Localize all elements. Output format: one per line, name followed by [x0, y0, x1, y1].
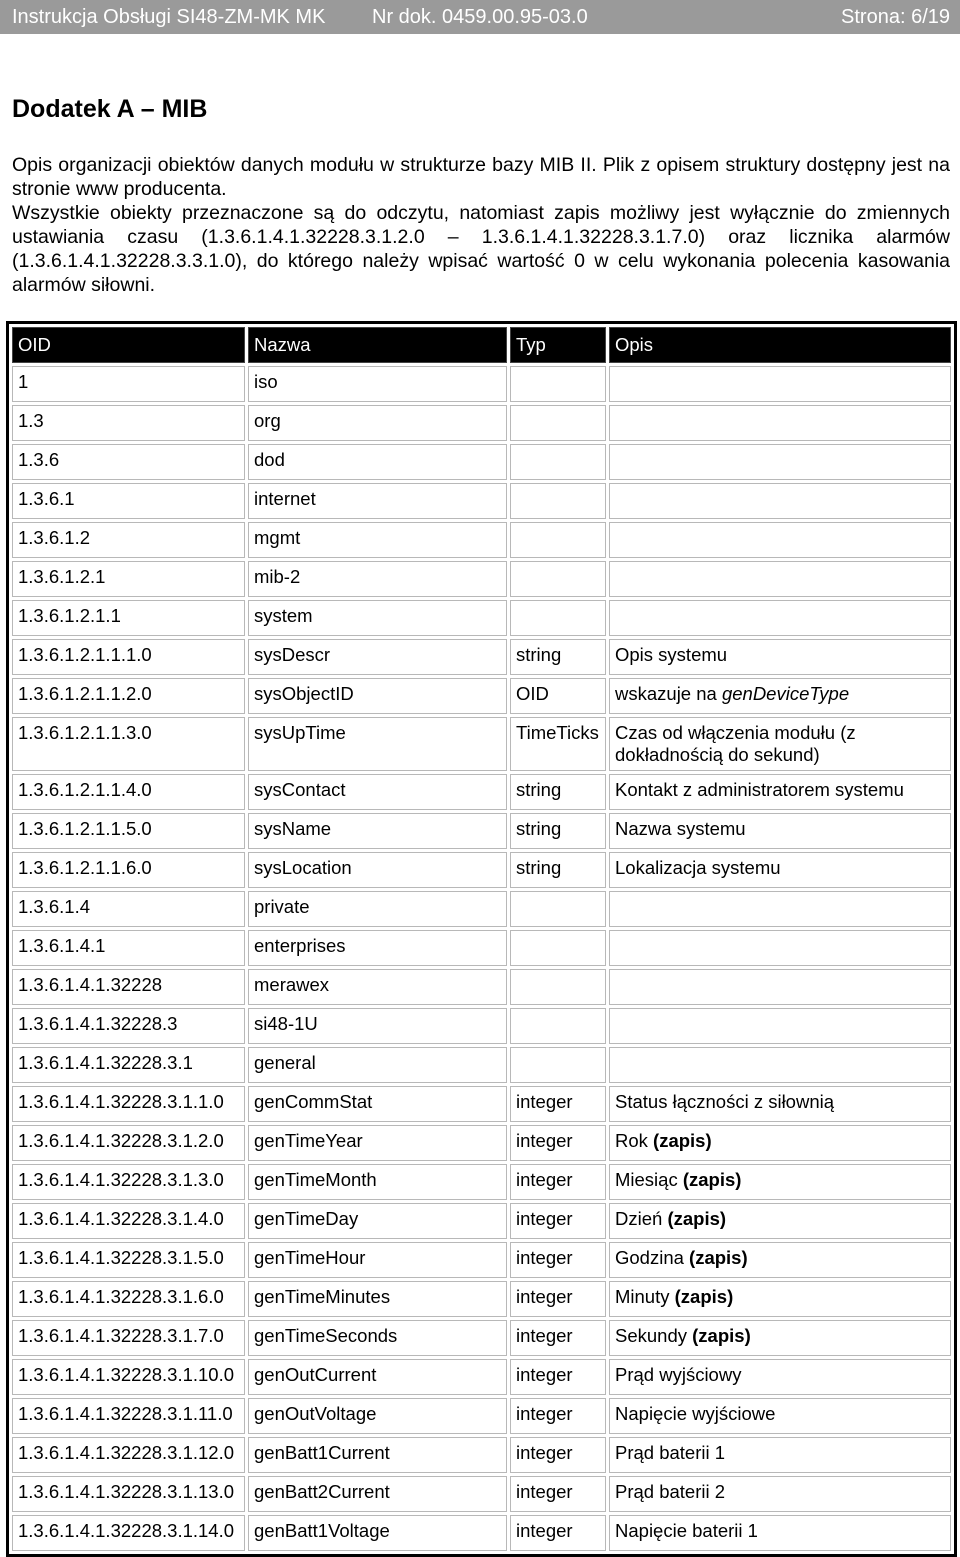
page-header: [0, 0, 960, 34]
table-row: [12, 930, 951, 966]
oid-cell: 1.3.6.1.4.1.32228: [12, 969, 245, 1005]
type-cell: integer: [510, 1476, 606, 1512]
description-cell: [609, 1125, 951, 1161]
table-body: [12, 366, 951, 1551]
name-cell: genOutVoltage: [248, 1398, 507, 1434]
table-row: [12, 1125, 951, 1161]
name-cell: genTimeMinutes: [248, 1281, 507, 1317]
table-row: [12, 1047, 951, 1083]
description-cell: Czas od włączenia modułu (z dokładnością do sekund): [609, 717, 951, 771]
intro-text: [12, 153, 950, 297]
description-text: Godzina: [615, 1247, 690, 1268]
oid-cell: 1.3.6.1.2.1.1.3.0: [12, 717, 245, 771]
description-cell: [609, 1008, 951, 1044]
table-row: [12, 969, 951, 1005]
name-cell: genTimeHour: [248, 1242, 507, 1278]
table-row: [12, 678, 951, 714]
table-row: [12, 444, 951, 480]
oid-cell: 1.3.6.1.4.1: [12, 930, 245, 966]
type-cell: integer: [510, 1203, 606, 1239]
description-cell: [609, 483, 951, 519]
name-cell: genBatt2Current: [248, 1476, 507, 1512]
oid-cell: 1.3.6.1.4.1.32228.3: [12, 1008, 245, 1044]
oid-cell: 1.3.6.1.4.1.32228.3.1.2.0: [12, 1125, 245, 1161]
type-cell: integer: [510, 1437, 606, 1473]
description-cell: Prąd wyjściowy: [609, 1359, 951, 1395]
type-cell: [510, 969, 606, 1005]
name-cell: merawex: [248, 969, 507, 1005]
type-cell: integer: [510, 1164, 606, 1200]
description-cell: Kontakt z administratorem systemu: [609, 774, 951, 810]
oid-cell: 1.3.6.1.2.1.1.4.0: [12, 774, 245, 810]
name-cell: general: [248, 1047, 507, 1083]
oid-cell: 1.3.6: [12, 444, 245, 480]
type-cell: integer: [510, 1125, 606, 1161]
description-cell: Prąd baterii 1: [609, 1437, 951, 1473]
description-cell: [609, 1047, 951, 1083]
table-row: [12, 1437, 951, 1473]
oid-cell: 1.3.6.1.2.1: [12, 561, 245, 597]
oid-cell: 1.3.6.1.4.1.32228.3.1.12.0: [12, 1437, 245, 1473]
description-cell: Opis systemu: [609, 639, 951, 675]
type-cell: [510, 1047, 606, 1083]
oid-cell: 1.3.6.1.2.1.1.2.0: [12, 678, 245, 714]
oid-cell: 1.3.6.1.4.1.32228.3.1.7.0: [12, 1320, 245, 1356]
description-cell: [609, 600, 951, 636]
table-row: [12, 1086, 951, 1122]
name-cell: genTimeDay: [248, 1203, 507, 1239]
oid-cell: 1.3.6.1.4.1.32228.3.1.4.0: [12, 1203, 245, 1239]
type-cell: OID: [510, 678, 606, 714]
description-cell: [609, 1242, 951, 1278]
description-text: Minuty: [615, 1286, 675, 1307]
table-row: [12, 561, 951, 597]
name-cell: genBatt1Current: [248, 1437, 507, 1473]
oid-cell: 1.3.6.1: [12, 483, 245, 519]
write-flag: (zapis): [682, 1169, 742, 1190]
type-cell: integer: [510, 1320, 606, 1356]
column-header-name: Nazwa: [248, 327, 507, 363]
oid-cell: 1.3.6.1.4.1.32228.3.1.5.0: [12, 1242, 245, 1278]
table-row: [12, 1242, 951, 1278]
description-cell: [609, 1164, 951, 1200]
type-cell: [510, 522, 606, 558]
table-row: [12, 1164, 951, 1200]
name-cell: sysObjectID: [248, 678, 507, 714]
name-cell: system: [248, 600, 507, 636]
table-row: [12, 1008, 951, 1044]
mib-table: [6, 321, 957, 1557]
oid-cell: 1.3.6.1.2.1.1: [12, 600, 245, 636]
page-number: Strona: 6/19: [841, 6, 950, 28]
table-row: [12, 522, 951, 558]
document-title: Instrukcja Obsługi SI48-ZM-MK MK: [12, 6, 326, 28]
description-text: Rok: [615, 1130, 654, 1151]
intro-paragraph-1: Opis organizacji obiektów danych modułu w strukturze bazy MIB II. Plik z opisem struktury dostępny jest na stronie www producenta.: [12, 154, 950, 200]
name-cell: sysUpTime: [248, 717, 507, 771]
write-flag: (zapis): [667, 1208, 727, 1229]
table-row: [12, 483, 951, 519]
table-row: [12, 1359, 951, 1395]
type-cell: [510, 561, 606, 597]
column-header-oid: OID: [12, 327, 245, 363]
name-cell: mgmt: [248, 522, 507, 558]
oid-cell: 1.3.6.1.4.1.32228.3.1.1.0: [12, 1086, 245, 1122]
write-flag: (zapis): [692, 1325, 751, 1346]
description-cell: Status łączności z siłownią: [609, 1086, 951, 1122]
oid-cell: 1.3.6.1.4.1.32228.3.1.6.0: [12, 1281, 245, 1317]
name-cell: enterprises: [248, 930, 507, 966]
type-cell: [510, 483, 606, 519]
oid-cell: 1.3.6.1.4.1.32228.3.1: [12, 1047, 245, 1083]
name-cell: dod: [248, 444, 507, 480]
type-cell: string: [510, 852, 606, 888]
name-cell: private: [248, 891, 507, 927]
description-cell: Lokalizacja systemu: [609, 852, 951, 888]
type-cell: integer: [510, 1398, 606, 1434]
type-cell: [510, 891, 606, 927]
oid-cell: 1.3.6.1.2.1.1.1.0: [12, 639, 245, 675]
type-cell: [510, 444, 606, 480]
name-cell: genCommStat: [248, 1086, 507, 1122]
oid-cell: 1.3.6.1.4.1.32228.3.1.3.0: [12, 1164, 245, 1200]
description-cell: [609, 561, 951, 597]
referenced-object: genDeviceType: [721, 683, 850, 704]
write-flag: (zapis): [689, 1247, 748, 1268]
description-text: wskazuje na: [615, 683, 722, 704]
name-cell: genTimeYear: [248, 1125, 507, 1161]
description-cell: [609, 366, 951, 402]
oid-cell: 1.3.6.1.2.1.1.6.0: [12, 852, 245, 888]
oid-cell: 1.3: [12, 405, 245, 441]
table-row: [12, 774, 951, 810]
description-text: Miesiąc: [615, 1169, 683, 1190]
type-cell: integer: [510, 1515, 606, 1551]
description-cell: [609, 678, 951, 714]
description-cell: Prąd baterii 2: [609, 1476, 951, 1512]
name-cell: genTimeMonth: [248, 1164, 507, 1200]
oid-cell: 1.3.6.1.2.1.1.5.0: [12, 813, 245, 849]
name-cell: genOutCurrent: [248, 1359, 507, 1395]
description-cell: [609, 444, 951, 480]
description-cell: [609, 891, 951, 927]
oid-cell: 1.3.6.1.4.1.32228.3.1.14.0: [12, 1515, 245, 1551]
table-row: [12, 600, 951, 636]
name-cell: sysLocation: [248, 852, 507, 888]
description-cell: [609, 522, 951, 558]
oid-cell: 1.3.6.1.4.1.32228.3.1.11.0: [12, 1398, 245, 1434]
table-row: [12, 1320, 951, 1356]
oid-cell: 1.3.6.1.4.1.32228.3.1.13.0: [12, 1476, 245, 1512]
name-cell: internet: [248, 483, 507, 519]
write-flag: (zapis): [674, 1286, 734, 1307]
description-cell: [609, 1281, 951, 1317]
table-row: [12, 639, 951, 675]
type-cell: [510, 366, 606, 402]
type-cell: integer: [510, 1359, 606, 1395]
oid-cell: 1.3.6.1.2: [12, 522, 245, 558]
document-number: Nr dok. 0459.00.95-03.0: [372, 6, 588, 28]
table-row: [12, 1515, 951, 1551]
description-cell: Napięcie wyjściowe: [609, 1398, 951, 1434]
name-cell: sysName: [248, 813, 507, 849]
name-cell: si48-1U: [248, 1008, 507, 1044]
description-cell: [609, 1320, 951, 1356]
section-title: Dodatek A – MIB: [12, 95, 208, 123]
type-cell: integer: [510, 1086, 606, 1122]
table-row: [12, 852, 951, 888]
description-cell: [609, 1203, 951, 1239]
table-row: [12, 405, 951, 441]
type-cell: [510, 1008, 606, 1044]
type-cell: [510, 405, 606, 441]
type-cell: integer: [510, 1242, 606, 1278]
description-cell: Napięcie baterii 1: [609, 1515, 951, 1551]
name-cell: mib-2: [248, 561, 507, 597]
name-cell: org: [248, 405, 507, 441]
name-cell: genBatt1Voltage: [248, 1515, 507, 1551]
name-cell: sysContact: [248, 774, 507, 810]
table-row: [12, 1398, 951, 1434]
oid-cell: 1.3.6.1.4: [12, 891, 245, 927]
description-cell: [609, 969, 951, 1005]
type-cell: string: [510, 774, 606, 810]
table-row: [12, 366, 951, 402]
type-cell: [510, 930, 606, 966]
name-cell: sysDescr: [248, 639, 507, 675]
description-cell: Nazwa systemu: [609, 813, 951, 849]
table-row: [12, 813, 951, 849]
type-cell: TimeTicks: [510, 717, 606, 771]
column-header-description: Opis: [609, 327, 951, 363]
type-cell: string: [510, 813, 606, 849]
description-text: Sekundy: [615, 1325, 693, 1346]
description-cell: [609, 930, 951, 966]
name-cell: iso: [248, 366, 507, 402]
oid-cell: 1.3.6.1.4.1.32228.3.1.10.0: [12, 1359, 245, 1395]
column-header-type: Typ: [510, 327, 606, 363]
table-row: [12, 717, 951, 771]
table-header-row: [12, 327, 951, 363]
type-cell: string: [510, 639, 606, 675]
table-row: [12, 1203, 951, 1239]
oid-cell: 1: [12, 366, 245, 402]
table-row: [12, 1281, 951, 1317]
table-row: [12, 891, 951, 927]
intro-paragraph-2: Wszystkie obiekty przeznaczone są do odczytu, natomiast zapis możliwy jest wyłącznie do zmiennych ustawiania czasu (1.3.6.1.4.1.32228.3.1.2.0 – 1.3.6.1.4.1.32228.3.1.7.0) oraz licznika alarmów (1.3.6.1.4.1.32228.3.3.1.0), do którego należy wpisać wartość 0 w celu wykonania polecenia kasowania alarmów siłowni.: [12, 202, 950, 296]
name-cell: genTimeSeconds: [248, 1320, 507, 1356]
type-cell: integer: [510, 1281, 606, 1317]
write-flag: (zapis): [653, 1130, 712, 1151]
type-cell: [510, 600, 606, 636]
description-text: Dzień: [615, 1208, 668, 1229]
description-cell: [609, 405, 951, 441]
